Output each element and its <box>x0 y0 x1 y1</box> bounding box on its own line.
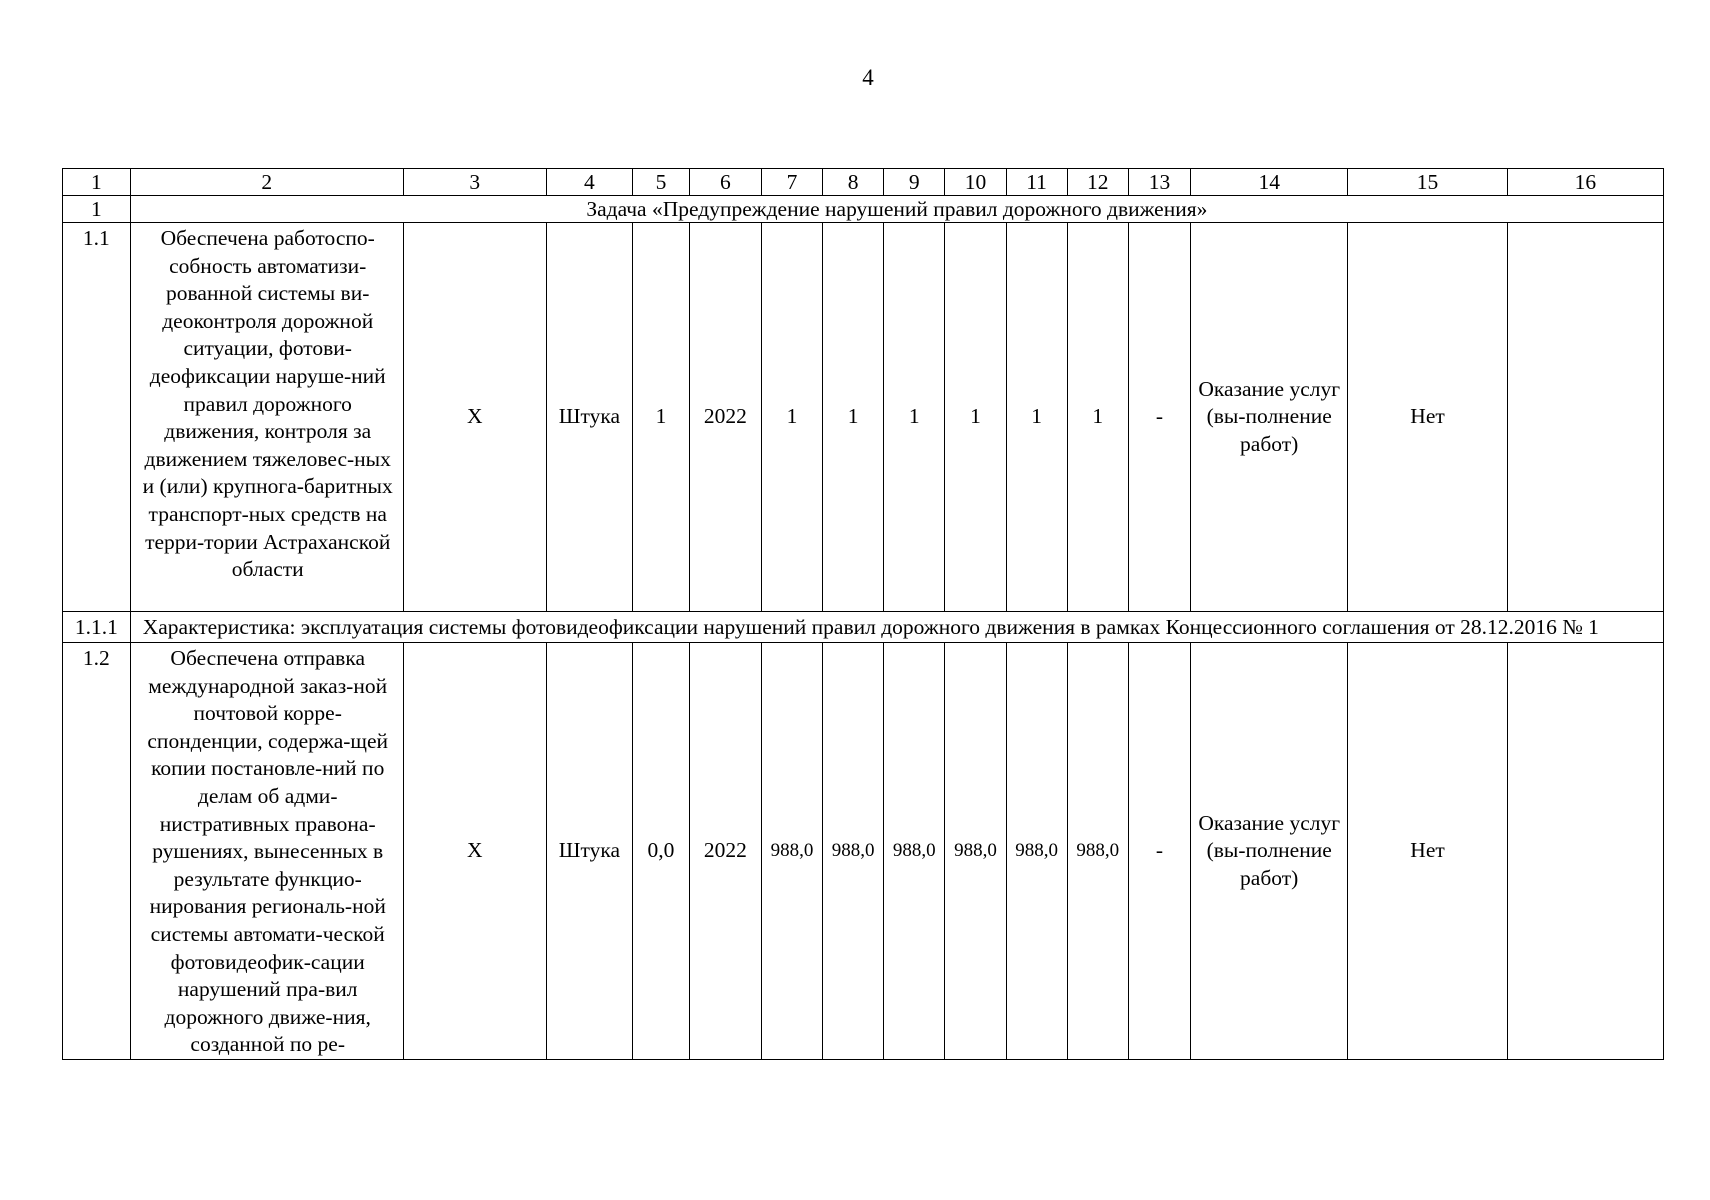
header-cell: 13 <box>1128 169 1190 196</box>
base-value-cell: 0,0 <box>633 643 690 1060</box>
header-cell: 3 <box>403 169 546 196</box>
header-cell: 10 <box>945 169 1006 196</box>
row-number: 1.1 <box>63 223 131 612</box>
cell-col16 <box>1507 223 1663 612</box>
result-name: Обеспечена отправка международной заказ-ной почтовой корре-спонденции, содержа-щей копии постановле-ний по делам об адми-нистративных правона-рушениях, вынесенных в результате функцио-нирования региональ-ной системы автомати-ческой фотовидеофик-сации нарушений пра-вил дорожного движе-ния, созданной по ре- <box>130 643 403 1060</box>
task-number: 1 <box>63 196 131 223</box>
value-cell: 1 <box>761 223 822 612</box>
characteristic-row <box>63 612 1664 643</box>
cell-col13: - <box>1128 223 1190 612</box>
column-number-row <box>63 169 1664 196</box>
header-cell: 4 <box>546 169 632 196</box>
header-cell: 5 <box>633 169 690 196</box>
value-cell: 988,0 <box>1006 643 1067 1060</box>
cell-col15: Нет <box>1348 223 1507 612</box>
year-cell: 2022 <box>689 643 761 1060</box>
header-cell: 7 <box>761 169 822 196</box>
result-type-cell: Оказание услуг (вы-полнение работ) <box>1191 223 1348 612</box>
header-cell: 9 <box>884 169 945 196</box>
cell-col3: Х <box>403 223 546 612</box>
task-row <box>63 196 1664 223</box>
header-cell: 2 <box>130 169 403 196</box>
value-cell: 988,0 <box>884 643 945 1060</box>
characteristic-number: 1.1.1 <box>63 612 131 643</box>
row-number: 1.2 <box>63 643 131 1060</box>
header-cell: 15 <box>1348 169 1507 196</box>
cell-col13: - <box>1128 643 1190 1060</box>
unit-cell: Штука <box>546 223 632 612</box>
cell-col3: Х <box>403 643 546 1060</box>
task-title: Задача «Предупреждение нарушений правил дорожного движения» <box>130 196 1663 223</box>
header-cell: 1 <box>63 169 131 196</box>
characteristic-text: Характеристика: эксплуатация системы фотовидеофиксации нарушений правил дорожного движения в рамках Концессионного соглашения от 28.12.2016 № 1 <box>130 612 1663 643</box>
value-cell: 1 <box>945 223 1006 612</box>
value-cell: 1 <box>823 223 884 612</box>
page-number: 4 <box>862 65 874 90</box>
result-type-cell: Оказание услуг (вы-полнение работ) <box>1191 643 1348 1060</box>
base-value-cell: 1 <box>633 223 690 612</box>
result-name: Обеспечена работоспо-собность автоматизи-рованной системы ви-деоконтроля дорожной ситуации, фотови-деофиксации наруше-ний правил дорожного движения, контроля за движением тяжеловес-ных и (или) крупнога-баритных транспорт-ных средств на терри-тории Астраханской области <box>130 223 403 612</box>
header-cell: 16 <box>1507 169 1663 196</box>
header-cell: 6 <box>689 169 761 196</box>
unit-cell: Штука <box>546 643 632 1060</box>
value-cell: 988,0 <box>823 643 884 1060</box>
cell-col16 <box>1507 643 1663 1060</box>
indicators-table <box>62 168 1664 1060</box>
value-cell: 988,0 <box>945 643 1006 1060</box>
table-row <box>63 643 1664 1060</box>
table-row <box>63 223 1664 612</box>
header-cell: 11 <box>1006 169 1067 196</box>
value-cell: 988,0 <box>761 643 822 1060</box>
header-cell: 14 <box>1191 169 1348 196</box>
cell-col15: Нет <box>1348 643 1507 1060</box>
value-cell: 988,0 <box>1067 643 1128 1060</box>
header-cell: 12 <box>1067 169 1128 196</box>
value-cell: 1 <box>1006 223 1067 612</box>
year-cell: 2022 <box>689 223 761 612</box>
value-cell: 1 <box>884 223 945 612</box>
value-cell: 1 <box>1067 223 1128 612</box>
header-cell: 8 <box>823 169 884 196</box>
